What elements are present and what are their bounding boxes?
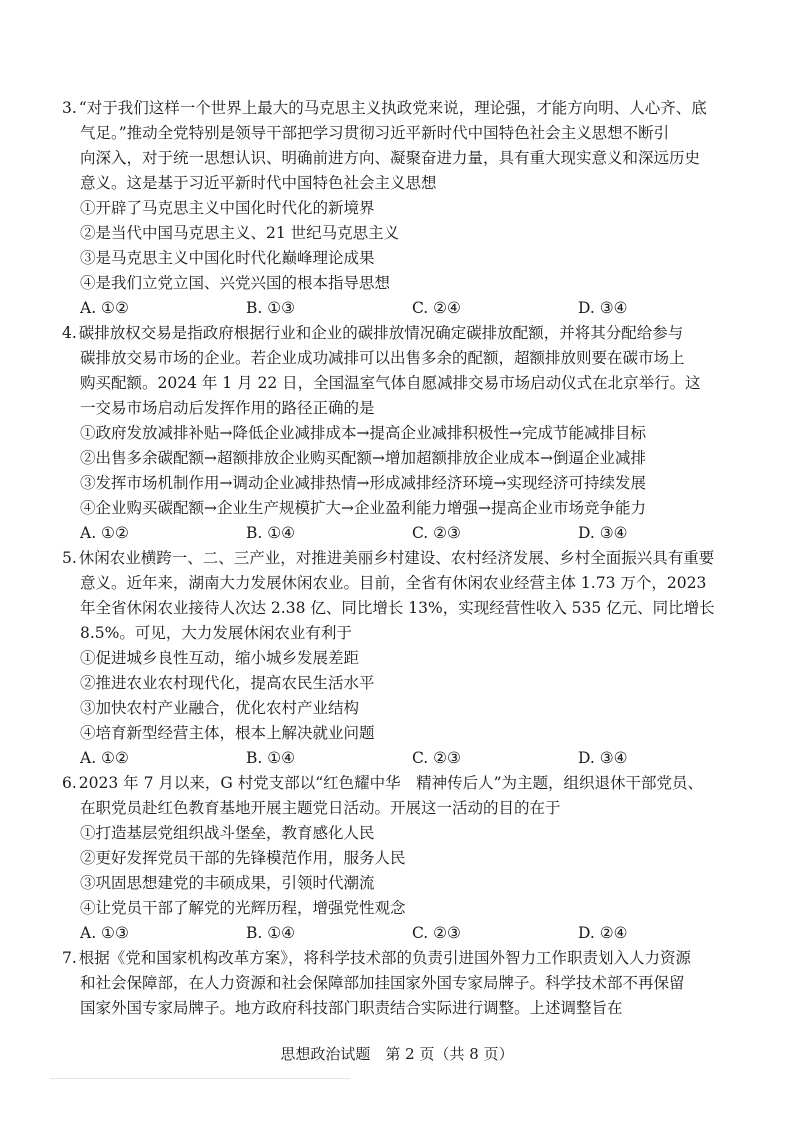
statement: ③是马克思主义中国化时代化巅峰理论成果 bbox=[80, 249, 375, 267]
statement: ②是当代中国马克思主义、21 世纪马克思主义 bbox=[80, 224, 400, 242]
stem-line: 一交易市场启动后发挥作用的路径正确的是 bbox=[80, 399, 375, 417]
question-stem bbox=[62, 321, 752, 421]
statement: ④让党员干部了解党的光辉历程，增强党性观念 bbox=[80, 899, 406, 917]
stem-line: 2023 年 7 月以来，G 村党支部以“红色耀中华 精神传后人”为主题，组织退休干部党员、 bbox=[78, 774, 704, 792]
stem-line: 意义。这是基于习近平新时代中国特色社会主义思想 bbox=[80, 174, 437, 192]
stem-line: 和社会保障部，在人力资源和社会保障部加挂国家外国专家局牌子。科学技术部不再保留 bbox=[80, 974, 685, 992]
question-stem bbox=[62, 771, 752, 821]
question-7 bbox=[62, 946, 752, 1021]
choice-d: D. ③④ bbox=[578, 749, 628, 767]
statement: ②推进农业农村现代化，提高农民生活水平 bbox=[80, 674, 375, 692]
question-3 bbox=[62, 96, 752, 321]
question-stem bbox=[62, 96, 752, 196]
question-stem bbox=[62, 546, 752, 646]
choice-a: A. ①② bbox=[80, 524, 129, 542]
choice-b: B. ①④ bbox=[246, 924, 296, 942]
question-4 bbox=[62, 321, 752, 546]
statement: ①促进城乡良性互动，缩小城乡发展差距 bbox=[80, 649, 360, 667]
answer-choices bbox=[62, 521, 752, 546]
question-number: 3. bbox=[62, 99, 77, 117]
statement: ①开辟了马克思主义中国化时代化的新境界 bbox=[80, 199, 375, 217]
choice-a: A. ①③ bbox=[80, 924, 129, 942]
stem-line: 意义。近年来，湖南大力发展休闲农业。目前，全省有休闲农业经营主体 1.73 万个，2023 bbox=[80, 574, 707, 592]
choice-c: C. ②③ bbox=[412, 924, 461, 942]
stem-line: 8.5%。可见，大力发展休闲农业有利于 bbox=[80, 624, 352, 642]
stem-line: “对于我们这样一个世界上最大的马克思主义执政党来说，理论强，才能方向明、人心齐、底 bbox=[78, 99, 707, 117]
question-5 bbox=[62, 546, 752, 771]
statement: ④企业购买碳配额→企业生产规模扩大→企业盈利能力增强→提高企业市场竞争能力 bbox=[80, 499, 646, 517]
question-number: 7. bbox=[62, 949, 77, 967]
answer-choices bbox=[62, 296, 752, 321]
choice-a: A. ①② bbox=[80, 299, 129, 317]
choice-b: B. ①④ bbox=[246, 749, 296, 767]
question-number: 6. bbox=[62, 774, 77, 792]
statement: ③巩固思想建党的丰硕成果，引领时代潮流 bbox=[80, 874, 375, 892]
stem-line: 年全省休闲农业接待人次达 2.38 亿、同比增长 13%，实现经营性收入 535 亿元、同比增长 bbox=[80, 599, 715, 617]
stem-line: 碳排放交易市场的企业。若企业成功减排可以出售多余的配额，超额排放则要在碳市场上 bbox=[80, 349, 685, 367]
choice-d: D. ③④ bbox=[578, 299, 628, 317]
statement: ③发挥市场机制作用→调动企业减排热情→形成减排经济环境→实现经济可持续发展 bbox=[80, 474, 646, 492]
page-footer: 思想政治试题 第 2 页（共 8 页） bbox=[280, 1045, 514, 1063]
statement: ④是我们立党立国、兴党兴国的根本指导思想 bbox=[80, 274, 391, 292]
stem-line: 碳排放权交易是指政府根据行业和企业的碳排放情况确定碳排放配额，并将其分配给参与 bbox=[78, 324, 684, 342]
choice-b: B. ①③ bbox=[246, 299, 296, 317]
choice-d: D. ②④ bbox=[578, 924, 628, 942]
statement: ①政府发放减排补贴→降低企业减排成本→提高企业减排积极性→完成节能减排目标 bbox=[80, 424, 646, 442]
statement: ②更好发挥党员干部的先锋模范作用，服务人民 bbox=[80, 849, 406, 867]
choice-a: A. ①② bbox=[80, 749, 129, 767]
choice-b: B. ①④ bbox=[246, 524, 296, 542]
choice-c: C. ②④ bbox=[412, 299, 461, 317]
statement: ③加快农村产业融合，优化农村产业结构 bbox=[80, 699, 360, 717]
answer-choices bbox=[62, 746, 752, 771]
footer-divider bbox=[50, 1078, 350, 1079]
stem-line: 在职党员赴红色教育基地开展主题党日活动。开展这一活动的目的在于 bbox=[80, 799, 561, 817]
choice-c: C. ②③ bbox=[412, 749, 461, 767]
answer-choices bbox=[62, 921, 752, 946]
statement: ④培育新型经营主体，根本上解决就业问题 bbox=[80, 724, 375, 742]
stem-line: 根据《党和国家机构改革方案》，将科学技术部的负责引进国外智力工作职责划入人力资源 bbox=[78, 949, 692, 967]
stem-line: 气足。”推动全党特别是领导干部把学习贯彻习近平新时代中国特色社会主义思想不断引 bbox=[80, 124, 670, 142]
question-number: 4. bbox=[62, 324, 77, 342]
statement: ①打造基层党组织战斗堡垒，教育感化人民 bbox=[80, 824, 375, 842]
stem-line: 向深入，对于统一思想认识、明确前进方向、凝聚奋进力量，具有重大现实意义和深远历史 bbox=[80, 149, 701, 167]
question-stem bbox=[62, 946, 752, 1021]
choice-c: C. ②③ bbox=[412, 524, 461, 542]
question-number: 5. bbox=[62, 549, 77, 567]
choice-d: D. ③④ bbox=[578, 524, 628, 542]
stem-line: 休闲农业横跨一、二、三产业，对推进美丽乡村建设、农村经济发展、乡村全面振兴具有重要 bbox=[78, 549, 715, 567]
question-6 bbox=[62, 771, 752, 946]
stem-line: 购买配额。2024 年 1 月 22 日，全国温室气体自愿减排交易市场启动仪式在北京举行。这 bbox=[80, 374, 701, 392]
statement: ②出售多余碳配额→超额排放企业购买配额→增加超额排放企业成本→倒逼企业减排 bbox=[80, 449, 646, 467]
stem-line: 国家外国专家局牌子。地方政府科技部门职责结合实际进行调整。上述调整旨在 bbox=[80, 999, 623, 1017]
